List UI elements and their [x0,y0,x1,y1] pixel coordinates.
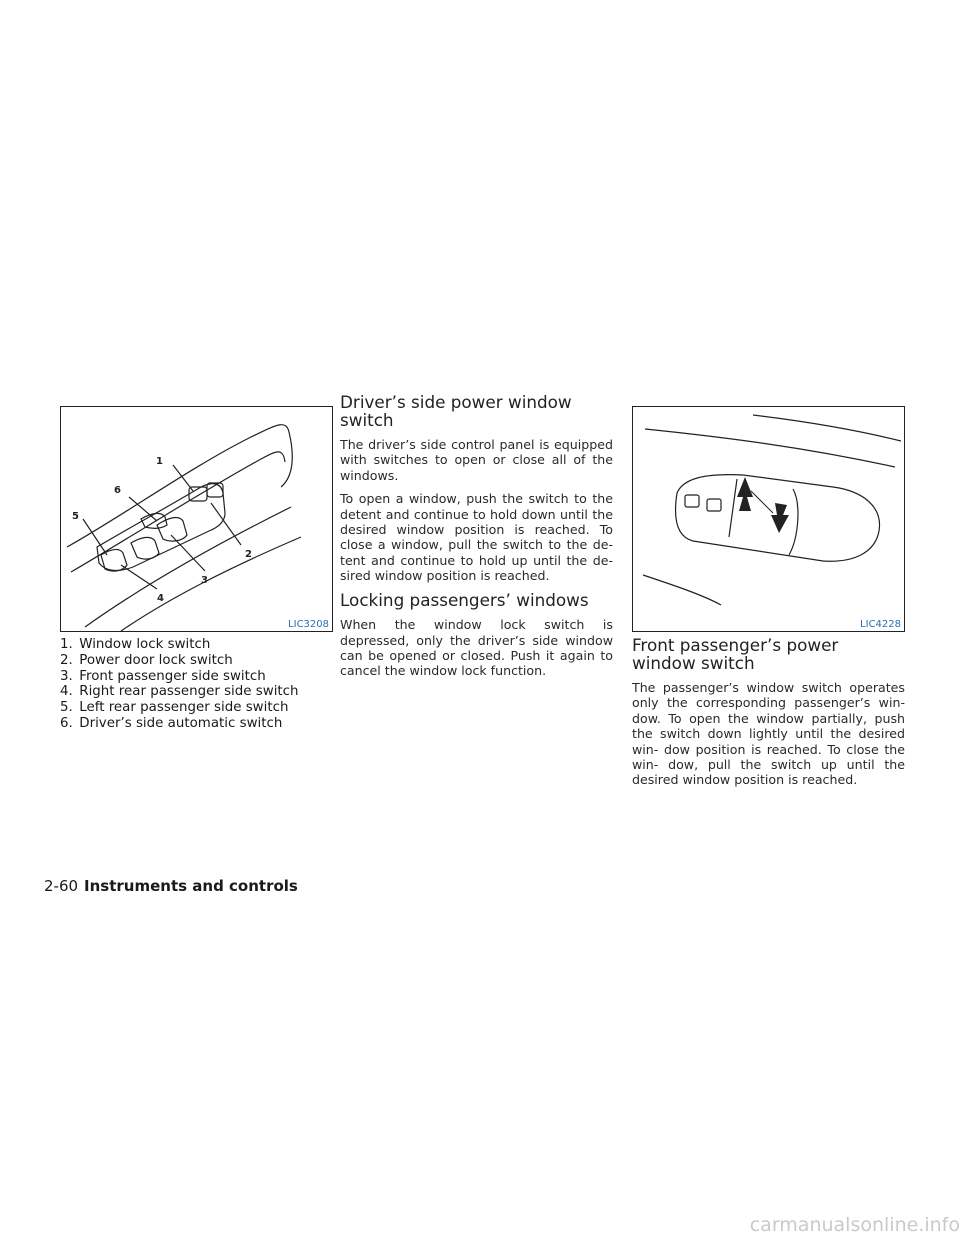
section-heading: Front passenger’s power window switch [632,635,839,673]
callout-4: 4 [157,593,164,604]
body-paragraph: The passenger’s window switch operates only the corresponding passenger’s win- dow. To open the window partially, push the switch down lightly until the desired win- dow position is reached. To close the win- dow, pull the switch up until the desired window position is reached. [632,680,905,788]
callout-2: 2 [245,549,252,560]
figure-caption-list [60,637,333,732]
list-item: 1. Window lock switch [60,637,211,652]
passenger-switch-figure [632,406,905,632]
section-heading: Driver’s side power window switch [340,392,572,430]
list-item: 4. Right rear passenger side switch [60,684,299,700]
list-item: 3. Front passenger side switch [60,668,266,684]
right-column [632,406,905,796]
callout-1: 1 [156,456,163,467]
callout-3: 3 [201,575,208,586]
body-paragraph: The driver’s side control panel is equipped with switches to open or close all of the windows. [340,437,613,483]
left-column [60,406,333,732]
middle-column [340,392,613,687]
passenger-switch-illustration [633,407,904,631]
body-paragraph: When the window lock switch is depressed, only the driver’s side window can be opened or closed. Push it again to cancel the window lock function. [340,617,613,679]
driver-control-panel-illustration [61,407,332,631]
page-footer [44,877,298,895]
callout-5: 5 [72,511,79,522]
figure-id: LIC3208 [288,619,329,630]
footer-section-title: Instruments and controls [84,877,298,895]
list-item: 6. Driver’s side automatic switch [60,715,283,731]
figure-id: LIC4228 [860,619,901,630]
driver-control-panel-figure [60,406,333,632]
list-item: 2. Power door lock switch [60,652,233,668]
body-paragraph: To open a window, push the switch to the detent and continue to hold down until the desired window position is reached. To close a window, pull the switch to the de- tent and continue to hold up until the de- sired window position is reached. [340,491,613,584]
list-item: 5. Left rear passenger side switch [60,700,289,716]
page-number: 2-60 [44,877,79,895]
section-heading: Locking passengers’ windows [340,589,589,610]
callout-6: 6 [114,485,121,496]
watermark: carmanualsonline.info [749,1214,960,1236]
